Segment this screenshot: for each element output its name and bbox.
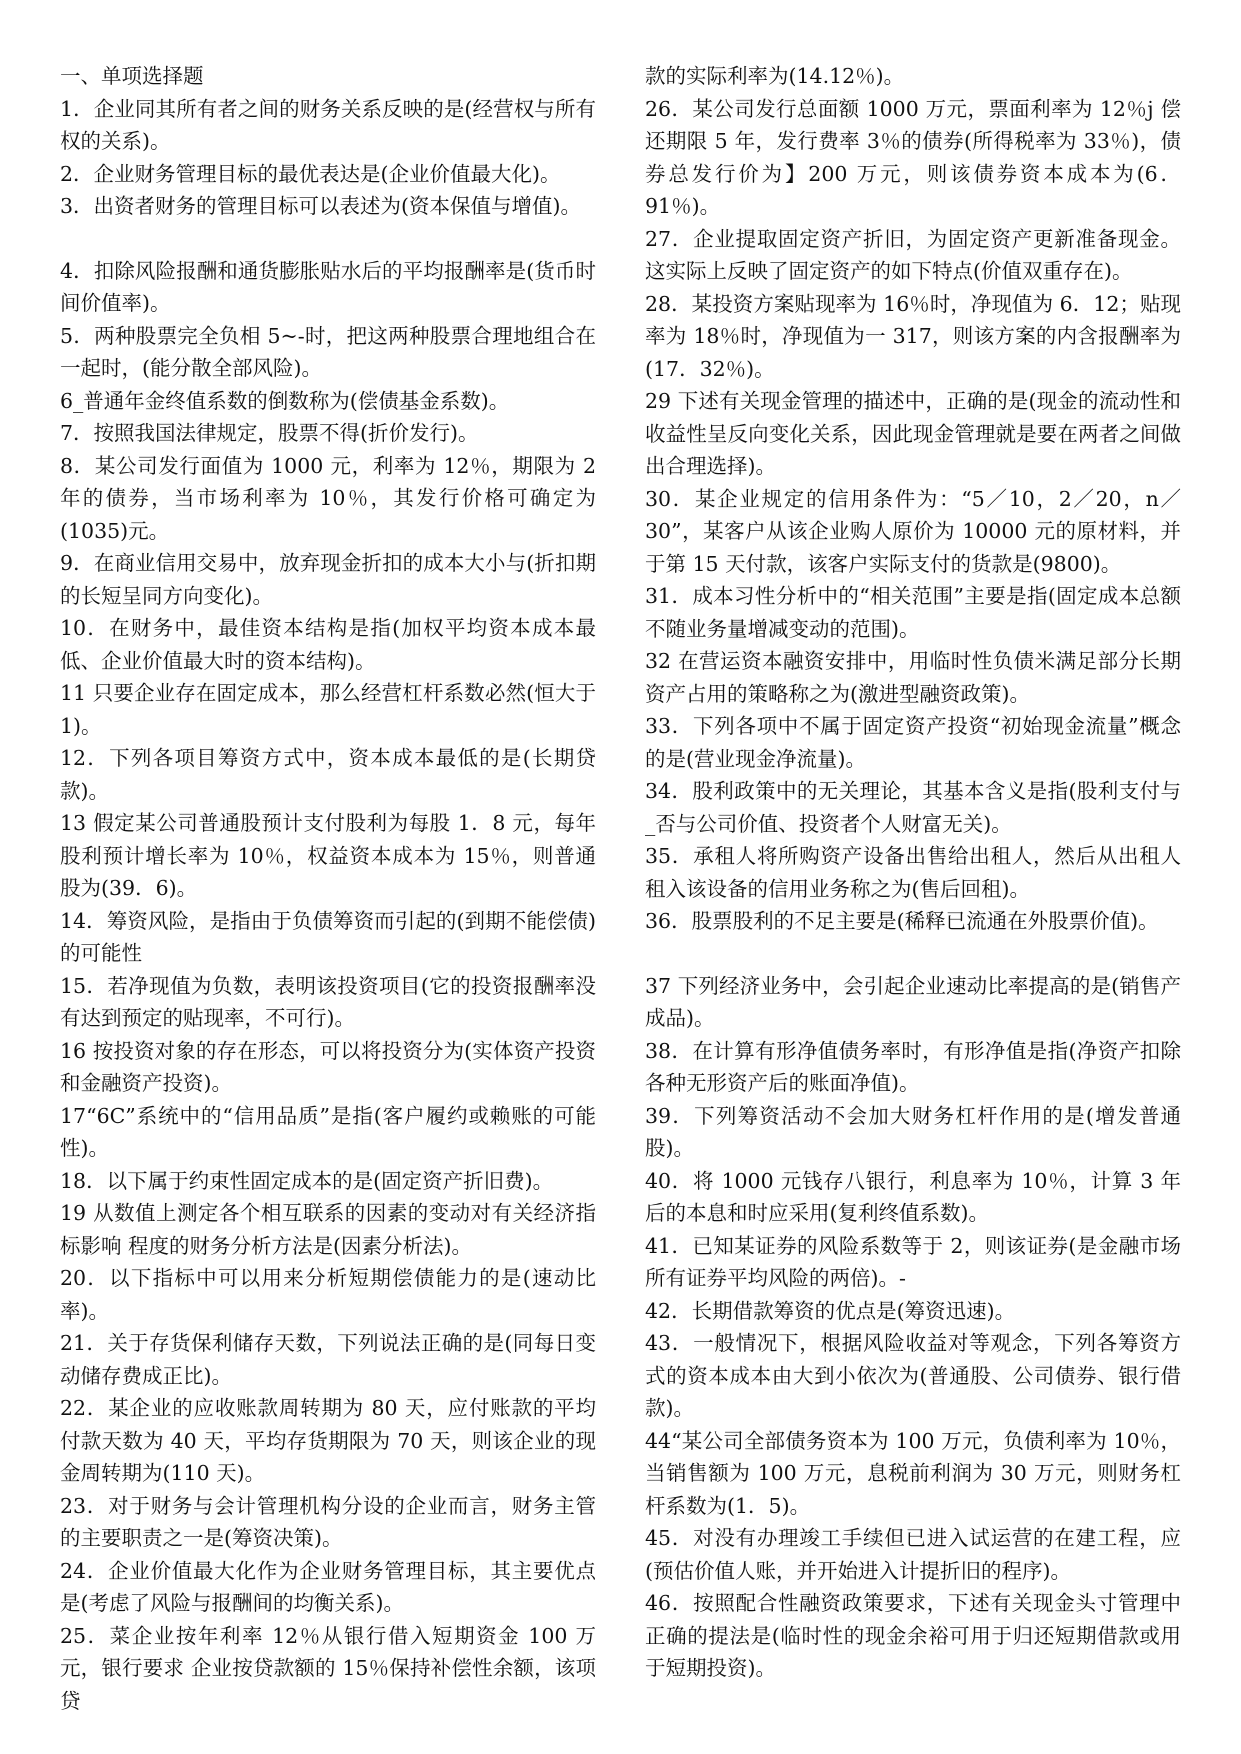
question-23: 23．对于财务与会计管理机构分设的企业而言，财务主管的主要职责之一是(筹资决策)。: [60, 1493, 596, 1550]
question-11: 11 只要企业存在固定成本，那么经营杠杆系数必然(恒大于 1)。: [60, 681, 596, 738]
question-43: 43．一般情况下，根据风险收益对等观念，下列各筹资方式的资本成本由大到小依次为(普通股、公司债券、银行借款)。: [645, 1331, 1181, 1420]
question-30: 30．某企业规定的信用条件为：“5／10，2／20，n／30”，某客户从该企业购人原价为 10000 元的原材料，并于第 15 天付款，该客户实际支付的货款是(9800)。: [645, 486, 1181, 576]
question-14: 14．筹资风险，是指由于负债筹资而引起的(到期不能偿债)的可能性: [60, 908, 596, 965]
question-20: 20．以下指标中可以用来分析短期偿债能力的是(速动比率)。: [60, 1266, 596, 1323]
question-26: 26．某公司发行总面额 1000 万元，票面利率为 12％j 偿还期限 5 年，发行费率 3％的债券(所得税率为 33％)，债券总发行价为】200 万元，则该债券资本成本为(6．91％)。: [645, 96, 1181, 218]
question-42: 42．长期借款筹资的优点是(筹资迅速)。: [645, 1298, 1016, 1323]
question-8: 8．某公司发行面值为 1000 元，利率为 12％，期限为 2 年的债券，当市场利率为 10％，其发行价格可确定为(1035)元。: [60, 453, 596, 543]
question-41: 41．已知某证券的风险系数等于 2，则该证券(是金融市场所有证券平均风险的两倍)。-: [645, 1233, 1181, 1290]
question-46: 46．按照配合性融资政策要求，下述有关现金头寸管理中正确的提法是(临时性的现金余裕可用于归还短期借款或用于短期投资)。: [645, 1591, 1181, 1680]
question-33: 33．下列各项中不属于固定资产投资“初始现金流量”概念的是(营业现金净流量)。: [645, 714, 1181, 771]
question-7: 7．按照我国法律规定，股票不得(折价发行)。: [60, 421, 479, 445]
question-40: 40．将 1000 元钱存八银行，利息率为 10％，计算 3 年后的本息和时应采用(复利终值系数)。: [645, 1168, 1181, 1225]
question-13: 13 假定某公司普通股预计支付股利为每股 1．8 元，每年股利预计增长率为 10％，权益资本成本为 15％，则普通股为(39．6)。: [60, 811, 596, 900]
left-column: [60, 60, 596, 1717]
question-29: 29 下述有关现金管理的描述中，正确的是(现金的流动性和收益性呈反向变化关系，因此现金管理就是要在两者之间做出合理选择)。: [645, 389, 1181, 478]
question-5: 5．两种股票完全负相 5~-时，把这两种股票合理地组合在一起时，(能分散全部风险)。: [60, 323, 596, 380]
question-4: 4．扣除风险报酬和通货膨胀贴水后的平均报酬率是(货币时间价值率)。: [60, 258, 596, 315]
question-39: 39．下列筹资活动不会加大财务杠杆作用的是(增发普通股)。: [645, 1103, 1181, 1160]
question-10: 10．在财务中，最佳资本结构是指(加权平均资本成本最低、企业价值最大时的资本结构)。: [60, 616, 596, 673]
question-19: 19 从数值上测定各个相互联系的因素的变动对有关经济指标影响 程度的财务分析方法是(因素分析法)。: [60, 1201, 596, 1258]
question-38: 38．在计算有形净值债务率时，有形净值是指(净资产扣除各种无形资产后的账面净值)。: [645, 1038, 1181, 1095]
question-3: 3．出资者财务的管理目标可以表述为(资本保值与增值)。: [60, 194, 582, 218]
question-28: 28．某投资方案贴现率为 16％时，净现值为 6．12；贴现率为 18％时，净现值为一 317，则该方案的内含报酬率为(17．32％)。: [645, 291, 1181, 381]
question-17: 17“6C”系统中的“信用品质”是指(客户履约或赖账的可能性)。: [60, 1103, 596, 1160]
question-35: 35．承租人将所购资产设备出售给出租人，然后从出租人租入该设备的信用业务称之为(售后回租)。: [645, 844, 1181, 901]
question-27: 27．企业提取固定资产折旧，为固定资产更新准备现金。这实际上反映了固定资产的如下特点(价值双重存在)。: [645, 226, 1181, 283]
question-25: 25．菜企业按年利率 12％从银行借入短期资金 100 万元，银行要求 企业按贷款额的 15％保持补偿性余额，该项贷: [60, 1623, 596, 1713]
question-12: 12．下列各项目筹资方式中，资本成本最低的是(长期贷款)。: [60, 746, 596, 803]
question-22: 22．某企业的应收账款周转期为 80 天，应付账款的平均付款天数为 40 天，平均存货期限为 70 天，则该企业的现金周转期为(110 天)。: [60, 1396, 596, 1485]
question-32: 32 在营运资本融资安排中，用临时性负债米满足部分长期资产占用的策略称之为(激进型融资政策)。: [645, 649, 1181, 706]
question-16: 16 按投资对象的存在形态，可以将投资分为(实体资产投资和金融资产投资)。: [60, 1038, 596, 1095]
question-9: 9．在商业信用交易中，放弃现金折扣的成本大小与(折扣期的长短呈同方向变化)。: [60, 551, 596, 608]
question-24: 24．企业价值最大化作为企业财务管理目标，其主要优点是(考虑了风险与报酬间的均衡关系)。: [60, 1558, 596, 1615]
question-37: 37 下列经济业务中，会引起企业速动比率提高的是(销售产成品)。: [645, 973, 1181, 1030]
question-36: 36．股票股利的不足主要是(稀释已流通在外股票价值)。: [645, 909, 1159, 933]
question-1: 1．企业同其所有者之间的财务关系反映的是(经营权与所有权的关系)。: [60, 96, 596, 153]
question-44: 44“某公司全部债务资本为 100 万元，负债利率为 10％，当销售额为 100 万元，息税前利润为 30 万元，则财务杠杆系数为(1．5)。: [645, 1428, 1181, 1518]
question-25-continued: 款的实际利率为(14.12％)。: [645, 64, 905, 88]
question-2: 2．企业财务管理目标的最优表达是(企业价值最大化)。: [60, 161, 561, 186]
question-21: 21．关于存货保利储存天数，下列说法正确的是(同每日变动储存费成正比)。: [60, 1331, 596, 1388]
question-18: 18．以下属于约束性固定成本的是(固定资产折旧费)。: [60, 1168, 554, 1193]
question-34: 34．股利政策中的无关理论，其基本含义是指(股利支付与_否与公司价值、投资者个人财富无关)。: [645, 779, 1181, 836]
section-heading: 一、单项选择题: [60, 64, 204, 88]
question-15: 15．若净现值为负数，表明该投资项目(它的投资报酬率没有达到预定的贴现率，不可行)。: [60, 973, 596, 1030]
question-31: 31．成本习性分析中的“相关范围”主要是指(固定成本总额不随业务量增减变动的范围)。: [645, 584, 1181, 641]
right-column: [645, 60, 1181, 1685]
question-45: 45．对没有办理竣工手续但已进入试运营的在建工程，应(预估价值人账，并开始进入计提折旧的程序)。: [645, 1526, 1181, 1583]
question-6: 6_普通年金终值系数的倒数称为(偿债基金系数)。: [60, 388, 510, 413]
